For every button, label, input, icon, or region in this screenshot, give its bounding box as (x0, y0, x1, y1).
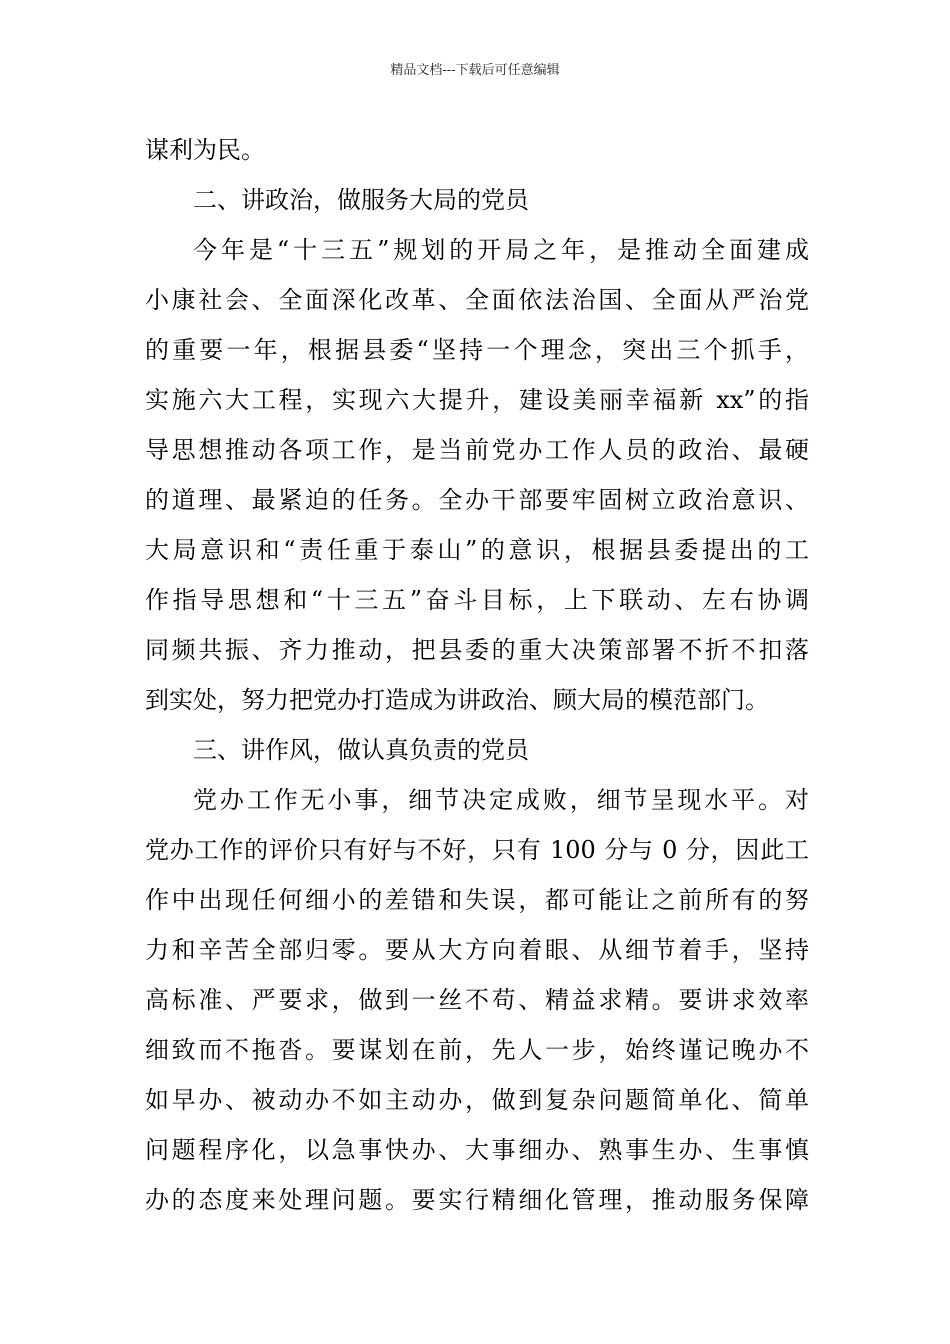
text-line: 高标准、严要求，做到一丝不苟、精益求精。要讲求效率 (145, 986, 809, 1014)
text-line: 党办工作无小事，细节决定成败，细节呈现水平。对 (193, 786, 809, 814)
text-line: 力和辛苦全部归零。要从大方向着眼、从细节着手，坚持 (145, 936, 809, 964)
text-line: 到实处，努力把党办打造成为讲政治、顾大局的模范部门。 (145, 686, 769, 714)
text-line: 党办工作的评价只有好与不好，只有 100 分与 0 分，因此工 (145, 836, 809, 864)
text-line: 今年是“十三五”规划的开局之年，是推动全面建成 (193, 236, 809, 264)
text-line: 作指导思想和“十三五”奋斗目标，上下联动、左右协调 (145, 586, 809, 614)
text-line: 导思想推动各项工作，是当前党办工作人员的政治、最硬 (145, 436, 809, 464)
text-line: 同频共振、齐力推动，把县委的重大决策部署不折不扣落 (145, 636, 809, 664)
text-line: 二、讲政治，做服务大局的党员 (193, 186, 529, 214)
document-body (145, 125, 809, 1225)
page-header: 精品文档---下载后可任意编辑 (390, 63, 560, 78)
text-line: 谋利为民。 (145, 136, 265, 164)
text-line: 作中出现任何细小的差错和失误，都可能让之前所有的努 (145, 886, 809, 914)
text-line: 细致而不拖沓。要谋划在前，先人一步，始终谨记晚办不 (145, 1036, 809, 1064)
text-line: 大局意识和“责任重于泰山”的意识，根据县委提出的工 (145, 536, 809, 564)
text-line: 如早办、被动办不如主动办，做到复杂问题简单化、简单 (145, 1086, 809, 1114)
text-line: 小康社会、全面深化改革、全面依法治国、全面从严治党 (145, 286, 809, 314)
text-line: 三、讲作风，做认真负责的党员 (193, 736, 529, 764)
text-line: 问题程序化，以急事快办、大事细办、熟事生办、生事慎 (145, 1136, 809, 1164)
text-line: 的重要一年，根据县委“坚持一个理念，突出三个抓手， (145, 336, 809, 364)
text-line: 实施六大工程，实现六大提升，建设美丽幸福新 xx”的指 (145, 386, 809, 414)
text-line: 的道理、最紧迫的任务。全办干部要牢固树立政治意识、 (145, 486, 809, 514)
text-line: 办的态度来处理问题。要实行精细化管理，推动服务保障 (145, 1186, 809, 1214)
